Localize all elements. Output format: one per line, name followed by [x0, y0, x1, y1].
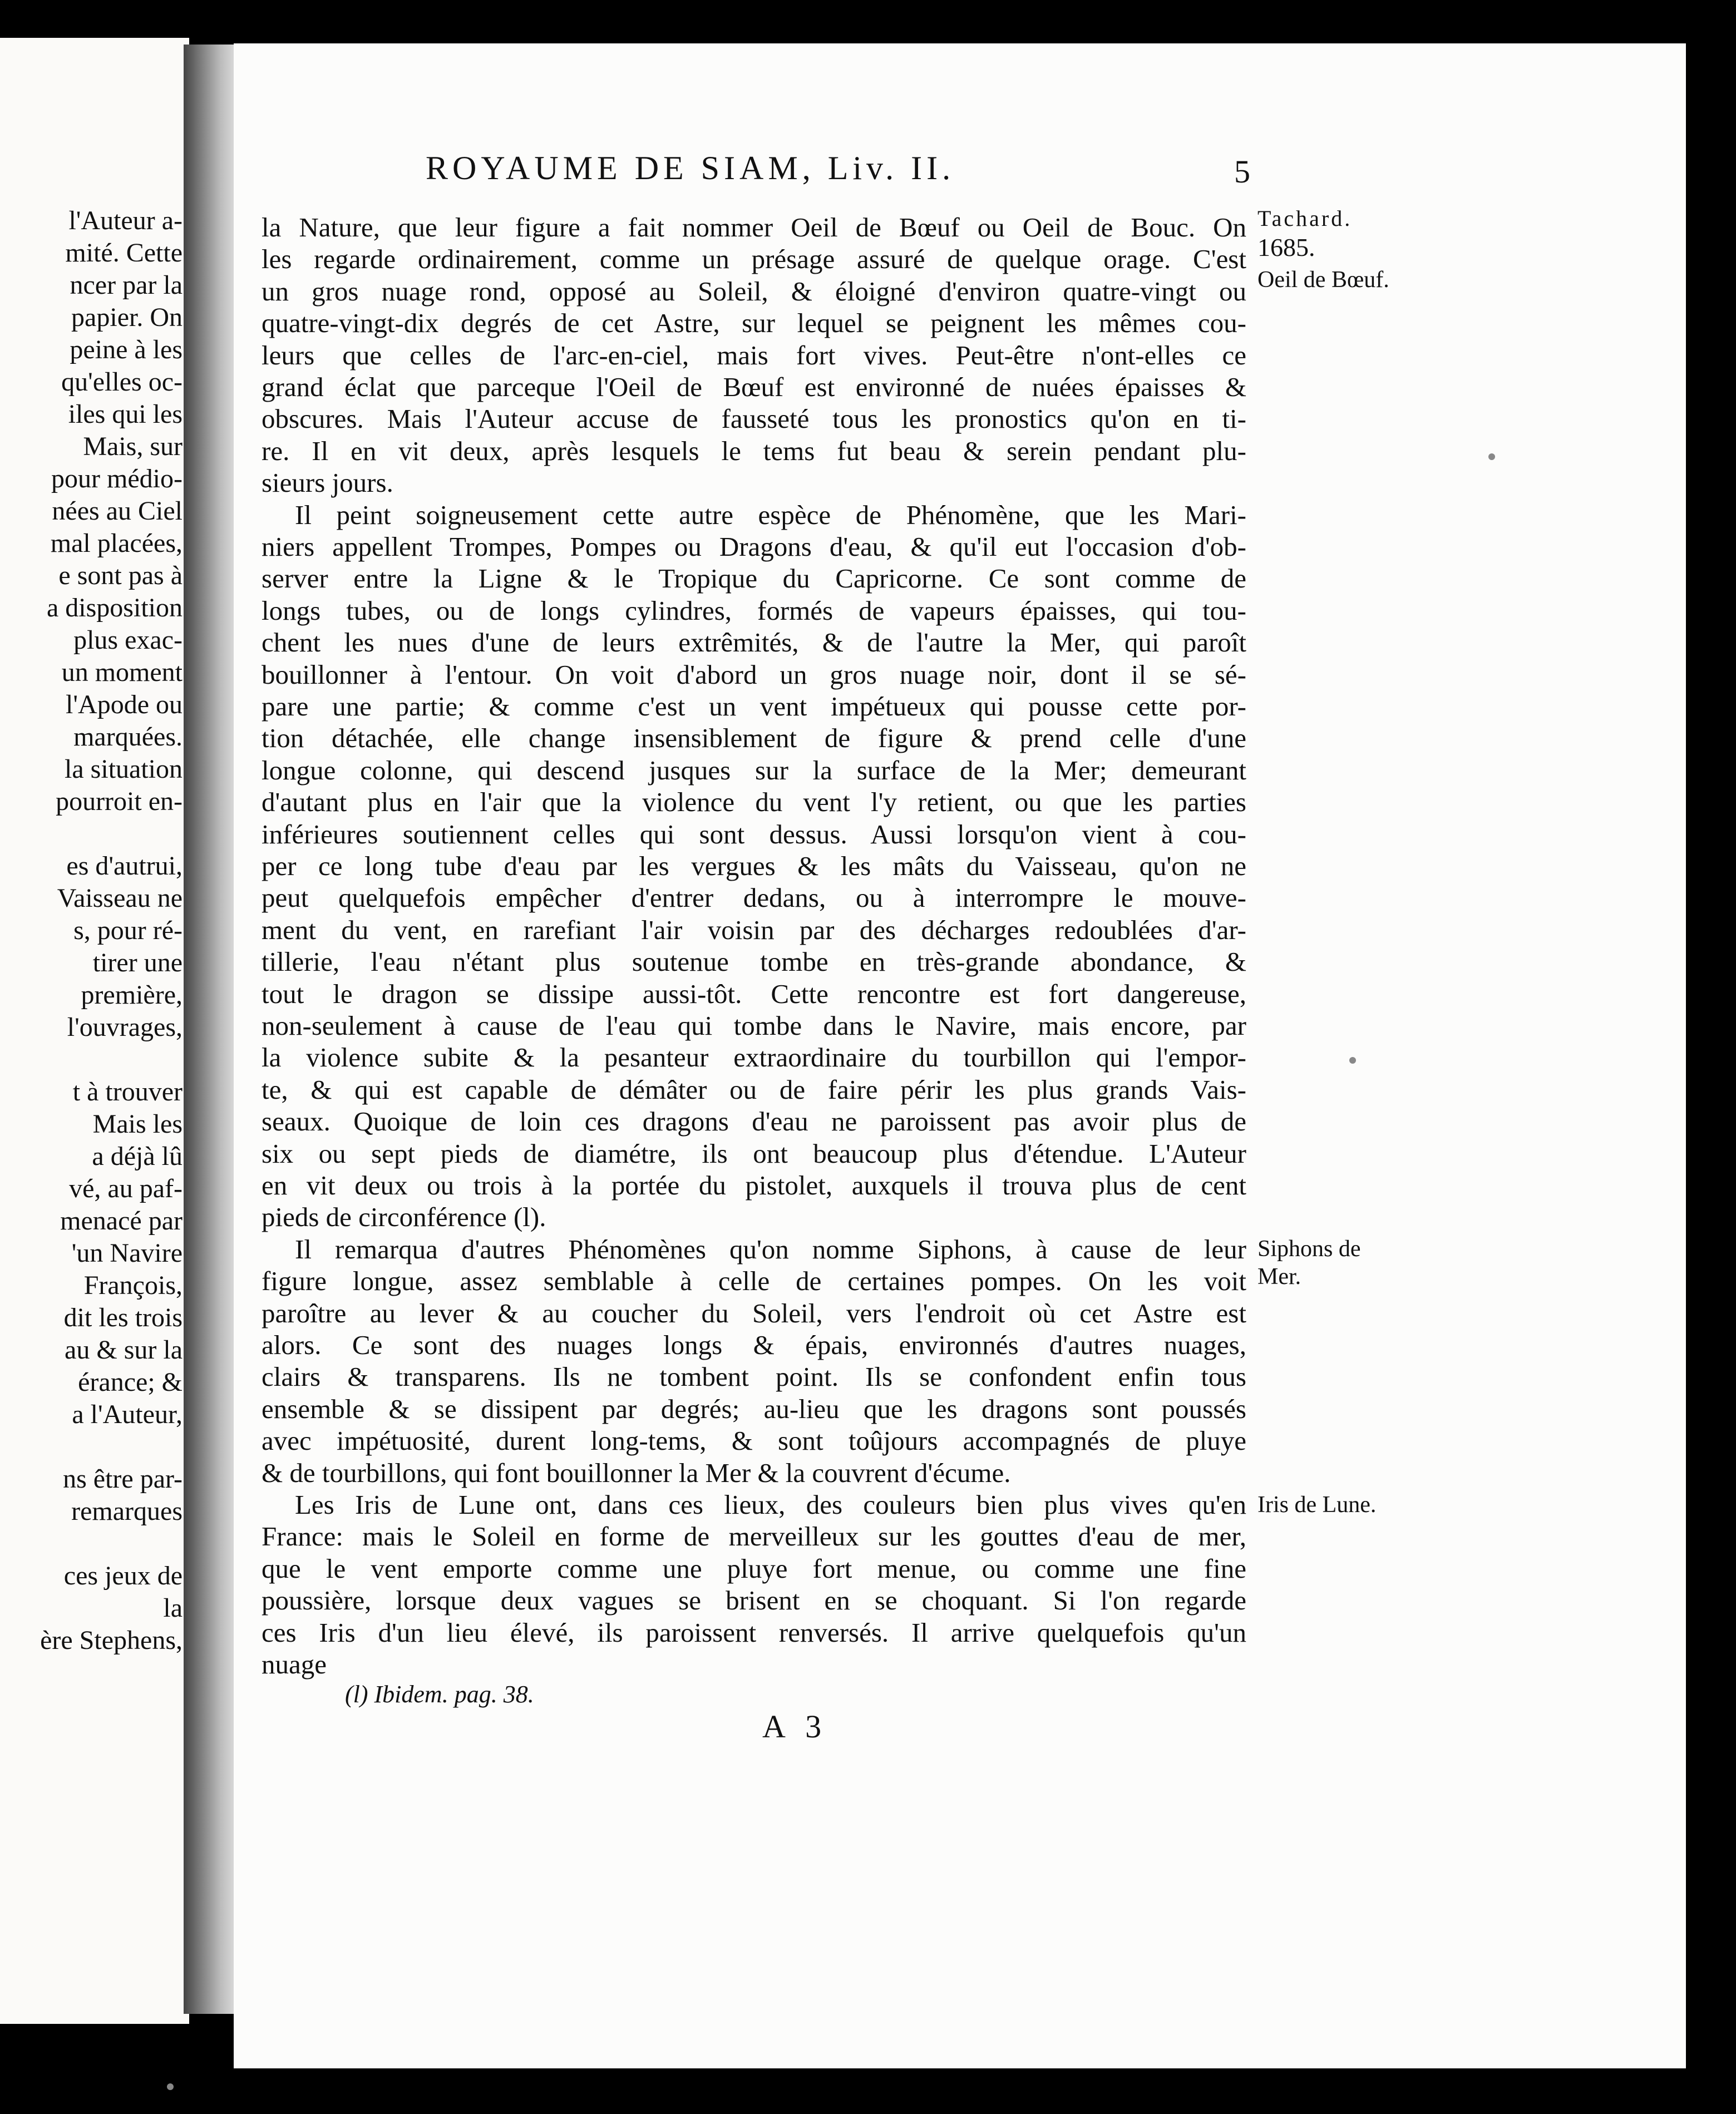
left-page-line: François, — [83, 1271, 183, 1300]
body-line: six ou sept pieds de diamétre, ils ont beaucoup plus d'étendue. L'Auteur — [262, 1138, 1246, 1169]
left-page-line: a l'Auteur, — [72, 1400, 183, 1429]
left-page-line: iles qui les — [68, 399, 183, 429]
left-page-line: tirer une — [92, 948, 183, 977]
body-line: clairs & transparens. Ils ne tombent point. Ils se confondent enfin tous — [262, 1361, 1246, 1392]
left-page-line: l'Apode ou — [66, 690, 183, 719]
body-line: nuage — [262, 1649, 327, 1680]
body-line: figure longue, assez semblable à celle de certaines pompes. On les voit — [262, 1266, 1246, 1297]
left-page-line: papier. On — [71, 303, 183, 332]
body-line: un gros nuage rond, opposé au Soleil, & éloigné d'environ quatre-vingt ou — [262, 275, 1246, 307]
left-page-line: peine à les — [70, 335, 183, 364]
margin-note-oeil: Oeil de Bœuf. — [1257, 267, 1389, 293]
body-line: d'autant plus en l'air que la violence du vent l'y retient, ou que les parties — [262, 787, 1246, 818]
body-line: alors. Ce sont des nuages longs & épais, environnés d'autres nuages, — [262, 1330, 1246, 1360]
left-page-line: e sont pas à — [58, 561, 183, 590]
left-page-line: pourroit en- — [56, 787, 183, 816]
signature-mark: A 3 — [762, 1708, 828, 1745]
body-line: chent les nues d'une de leurs extrêmités, & de l'autre la Mer, qui paroît — [262, 627, 1246, 658]
speck — [1488, 453, 1495, 460]
left-page-line: t à trouver — [72, 1077, 183, 1107]
body-line: leurs que celles de l'arc-en-ciel, mais fort vives. Peut-être n'ont-elles ce — [262, 339, 1246, 371]
footnote: (l) Ibidem. pag. 38. — [345, 1681, 534, 1708]
body-line: que le vent emporte comme une pluye fort menue, ou comme une fine — [262, 1553, 1246, 1584]
body-line: te, & qui est capable de démâter ou de faire périr les plus grands Vais- — [262, 1074, 1246, 1105]
body-line: Les Iris de Lune ont, dans ces lieux, des couleurs bien plus vives qu'en — [295, 1489, 1246, 1520]
body-line: non-seulement à cause de l'eau qui tombe dans le Navire, mais encore, par — [262, 1010, 1246, 1041]
left-page-line: Vaisseau ne — [57, 883, 183, 913]
body-line: les regarde ordinairement, comme un présage assuré de quelque orage. C'est — [262, 244, 1246, 275]
body-line: longs tubes, ou de longs cylindres, formés de vapeurs épaisses, qui tou- — [262, 595, 1246, 626]
body-line: ment du vent, en rarefiant l'air voisin par des décharges redoublées d'ar- — [262, 914, 1246, 945]
left-page-line: la — [163, 1593, 183, 1623]
page-number: 5 — [1234, 154, 1250, 190]
body-line: tout le dragon se dissipe aussi-tôt. Cette rencontre est fort dangereuse, — [262, 978, 1246, 1009]
left-page-line: menacé par — [60, 1206, 183, 1236]
left-page-line: 'un Navire — [71, 1238, 183, 1268]
body-line: ensemble & se dissipent par degrés; au-lieu que les dragons sont poussés — [262, 1393, 1246, 1424]
body-line: server entre la Ligne & le Tropique du Capricorne. Ce sont comme de — [262, 563, 1246, 594]
body-line: & de tourbillons, qui font bouillonner la Mer & la couvrent d'écume. — [262, 1457, 1011, 1488]
body-line: tion détachée, elle change insensiblement de figure & prend celle d'une — [262, 723, 1246, 754]
left-page — [0, 38, 189, 2024]
body-line: peut quelquefois empêcher d'entrer dedans, ou à interrompre le mouve- — [262, 882, 1246, 913]
left-page-line: vé, au paf- — [69, 1174, 183, 1203]
body-line: en vit deux ou trois à la portée du pistolet, auxquels il trouva plus de cent — [262, 1170, 1246, 1201]
left-page-line: l'ouvrages, — [67, 1012, 183, 1042]
left-page-line: ncer par la — [70, 270, 183, 300]
left-page-line: plus exac- — [73, 625, 183, 655]
body-line: per ce long tube d'eau par les vergues & les mâts du Vaisseau, qu'on ne — [262, 851, 1246, 881]
body-line: longue colonne, qui descend jusques sur la surface de la Mer; demeurant — [262, 754, 1246, 786]
speck — [1349, 1057, 1356, 1064]
body-line: obscures. Mais l'Auteur accuse de fausseté tous les pronostics qu'on en ti- — [262, 403, 1246, 434]
margin-note-siphons-2: Mer. — [1257, 1264, 1301, 1290]
margin-note-author: Tachard. — [1257, 206, 1353, 231]
body-line: France: mais le Soleil en forme de merveilleux sur les gouttes d'eau de mer, — [262, 1521, 1246, 1552]
left-page-line: s, pour ré- — [73, 916, 183, 945]
speck — [167, 2083, 174, 2090]
body-line: paroître au lever & au coucher du Soleil, vers l'endroit où cet Astre est — [262, 1297, 1246, 1328]
left-page-line: ces jeux de — [63, 1561, 183, 1591]
body-line: ces Iris d'un lieu élevé, ils paroissent renversés. Il arrive quelquefois qu'un — [262, 1617, 1246, 1648]
body-line: Il peint soigneusement cette autre espèce de Phénomène, que les Mari- — [295, 499, 1246, 530]
body-line: pare une partie; & comme c'est un vent impétueux qui pousse cette por- — [262, 691, 1246, 722]
left-page-line: première, — [81, 980, 183, 1010]
margin-note-iris: Iris de Lune. — [1257, 1492, 1377, 1518]
body-line: bouillonner à l'entour. On voit d'abord un gros nuage noir, dont il se sé- — [262, 659, 1246, 690]
body-line: tillerie, l'eau n'étant plus soutenue tombe en très-grande abondance, & — [262, 946, 1246, 977]
left-page-line: qu'elles oc- — [61, 367, 183, 397]
body-line: seaux. Quoique de loin ces dragons d'eau ne paroissent pas avoir plus de — [262, 1106, 1246, 1137]
running-title: ROYAUME DE SIAM, Liv. II. — [426, 150, 955, 186]
left-page-line: ns être par- — [63, 1464, 183, 1494]
left-page-line: la situation — [65, 754, 183, 784]
body-line: avec impétuosité, durent long-tems, & sont toûjours accompagnés de pluye — [262, 1425, 1246, 1456]
body-line: inférieures soutiennent celles qui sont dessus. Aussi lorsqu'on vient à cou- — [262, 818, 1246, 849]
left-page-line: marquées. — [73, 722, 183, 752]
body-line: la violence subite & la pesanteur extraordinaire du tourbillon qui l'empor- — [262, 1042, 1246, 1073]
left-page-line: l'Auteur a- — [68, 206, 183, 235]
left-page-line: ère Stephens, — [40, 1626, 183, 1655]
body-line: grand éclat que parceque l'Oeil de Bœuf est environné de nuées épaisses & — [262, 372, 1246, 402]
left-page-line: nées au Ciel — [52, 496, 183, 526]
body-line: la Nature, que leur figure a fait nommer Oeil de Bœuf ou Oeil de Bouc. On — [262, 212, 1246, 243]
margin-note-siphons-1: Siphons de — [1257, 1236, 1361, 1262]
left-page-line: a déjà lû — [92, 1142, 183, 1171]
left-page-line: a disposition — [46, 593, 183, 623]
left-page-line: Mais, sur — [83, 432, 183, 461]
margin-note-year: 1685. — [1257, 233, 1315, 261]
left-page-line: es d'autrui, — [66, 851, 183, 881]
left-page-line: un moment — [61, 658, 183, 687]
left-page-line: Mais les — [92, 1109, 183, 1139]
left-page-line: dit les trois — [63, 1303, 183, 1332]
left-page-line: pour médio- — [51, 464, 183, 493]
body-line: pieds de circonférence (l). — [262, 1202, 546, 1233]
body-line: re. Il en vit deux, après lesquels le tems fut beau & serein pendant plu- — [262, 435, 1246, 466]
body-line: sieurs jours. — [262, 467, 393, 498]
body-line: poussière, lorsque deux vagues se brisent en se choquant. Si l'on regarde — [262, 1585, 1246, 1616]
left-page-line: au & sur la — [65, 1335, 183, 1365]
left-page-line: mal placées, — [50, 528, 183, 558]
left-page-line: mité. Cette — [65, 238, 183, 268]
body-line: Il remarqua d'autres Phénomènes qu'on nomme Siphons, à cause de leur — [295, 1233, 1246, 1265]
left-page-line: érance; & — [78, 1367, 183, 1397]
left-page-line: remarques — [71, 1496, 183, 1526]
body-line: niers appellent Trompes, Pompes ou Dragons d'eau, & qu'il eut l'occasion d'ob- — [262, 531, 1246, 562]
body-line: quatre-vingt-dix degrés de cet Astre, sur lequel se peignent les mêmes cou- — [262, 308, 1246, 339]
